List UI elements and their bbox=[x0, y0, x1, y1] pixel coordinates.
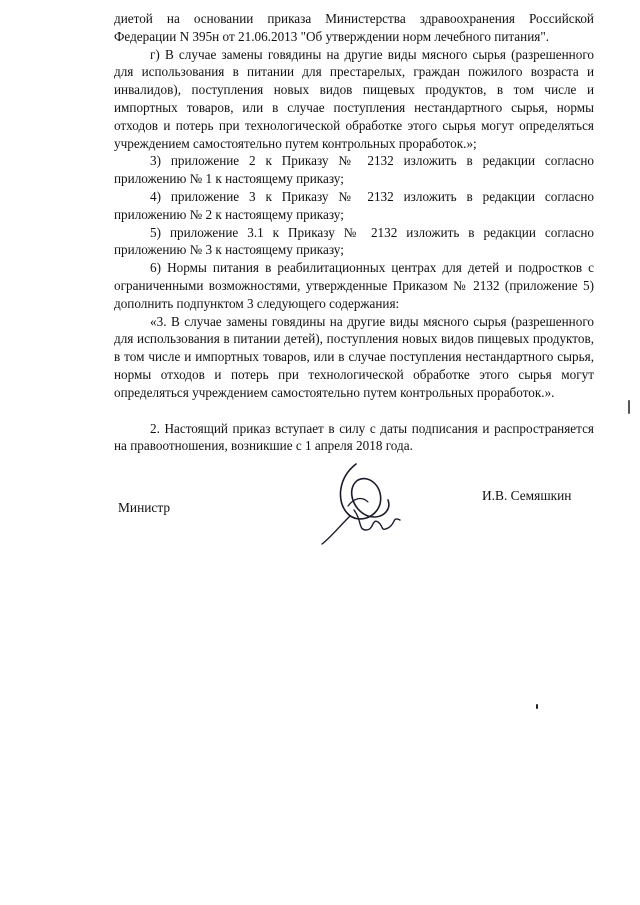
document-body bbox=[114, 10, 594, 455]
paragraph-item-6: 6) Нормы питания в реабилитационных центрах для детей и подростков с ограниченными возможностями, утвержденные Приказом № 2132 (приложение 5) дополнить подпунктом 3 следующего содержания: bbox=[114, 260, 594, 311]
paragraph-item-3: 3) приложение 2 к Приказу № 2132 изложить в редакции согласно приложению № 1 к настоящему приказу; bbox=[114, 153, 594, 187]
paragraph-item-4: 4) приложение 3 к Приказу № 2132 изложить в редакции согласно приложению № 2 к настоящему приказу; bbox=[114, 188, 594, 222]
scan-speck bbox=[536, 704, 538, 709]
paragraph-continuation: диетой на основании приказа Министерства здравоохранения Российской Федерации N 395н от 21.06.2013 "Об утверждении норм лечебного питания". bbox=[114, 11, 594, 44]
handwritten-signature bbox=[318, 458, 428, 548]
paragraph-quote-3: «3. В случае замены говядины на другие виды мясного сырья (разрешенного для использования в питании детей), поступления новых видов пищевых продуктов, в том числе и импортных товаров, или в случае поступления нестандартного сырья, нормы отходов и потерь при технологической обработке этого сырья могут определяться учреждением самостоятельно путем контрольных проработок.». bbox=[114, 313, 594, 400]
signatory-position: Министр bbox=[118, 500, 171, 515]
signatory-name: И.В. Семяшкин bbox=[482, 488, 572, 503]
paragraph-item-g: г) В случае замены говядины на другие виды мясного сырья (разрешенного для использования в питании для престарелых, граждан пожилого возраста и инвалидов), поступления новых видов пищевых продуктов, в том числе и импортных товаров, или в случае поступления нестандартного сырья, нормы отходов и потерь при технологической обработке этого сырья могут определяться учреждением самостоятельно путем контрольных проработок.»; bbox=[114, 46, 594, 151]
paragraph-item-5: 5) приложение 3.1 к Приказу № 2132 изложить в редакции согласно приложению № 3 к настоящему приказу; bbox=[114, 224, 594, 258]
paragraph-clause-2: 2. Настоящий приказ вступает в силу с даты подписания и распространяется на правоотношения, возникшие с 1 апреля 2018 года. bbox=[114, 420, 594, 454]
scan-speck bbox=[628, 400, 630, 414]
